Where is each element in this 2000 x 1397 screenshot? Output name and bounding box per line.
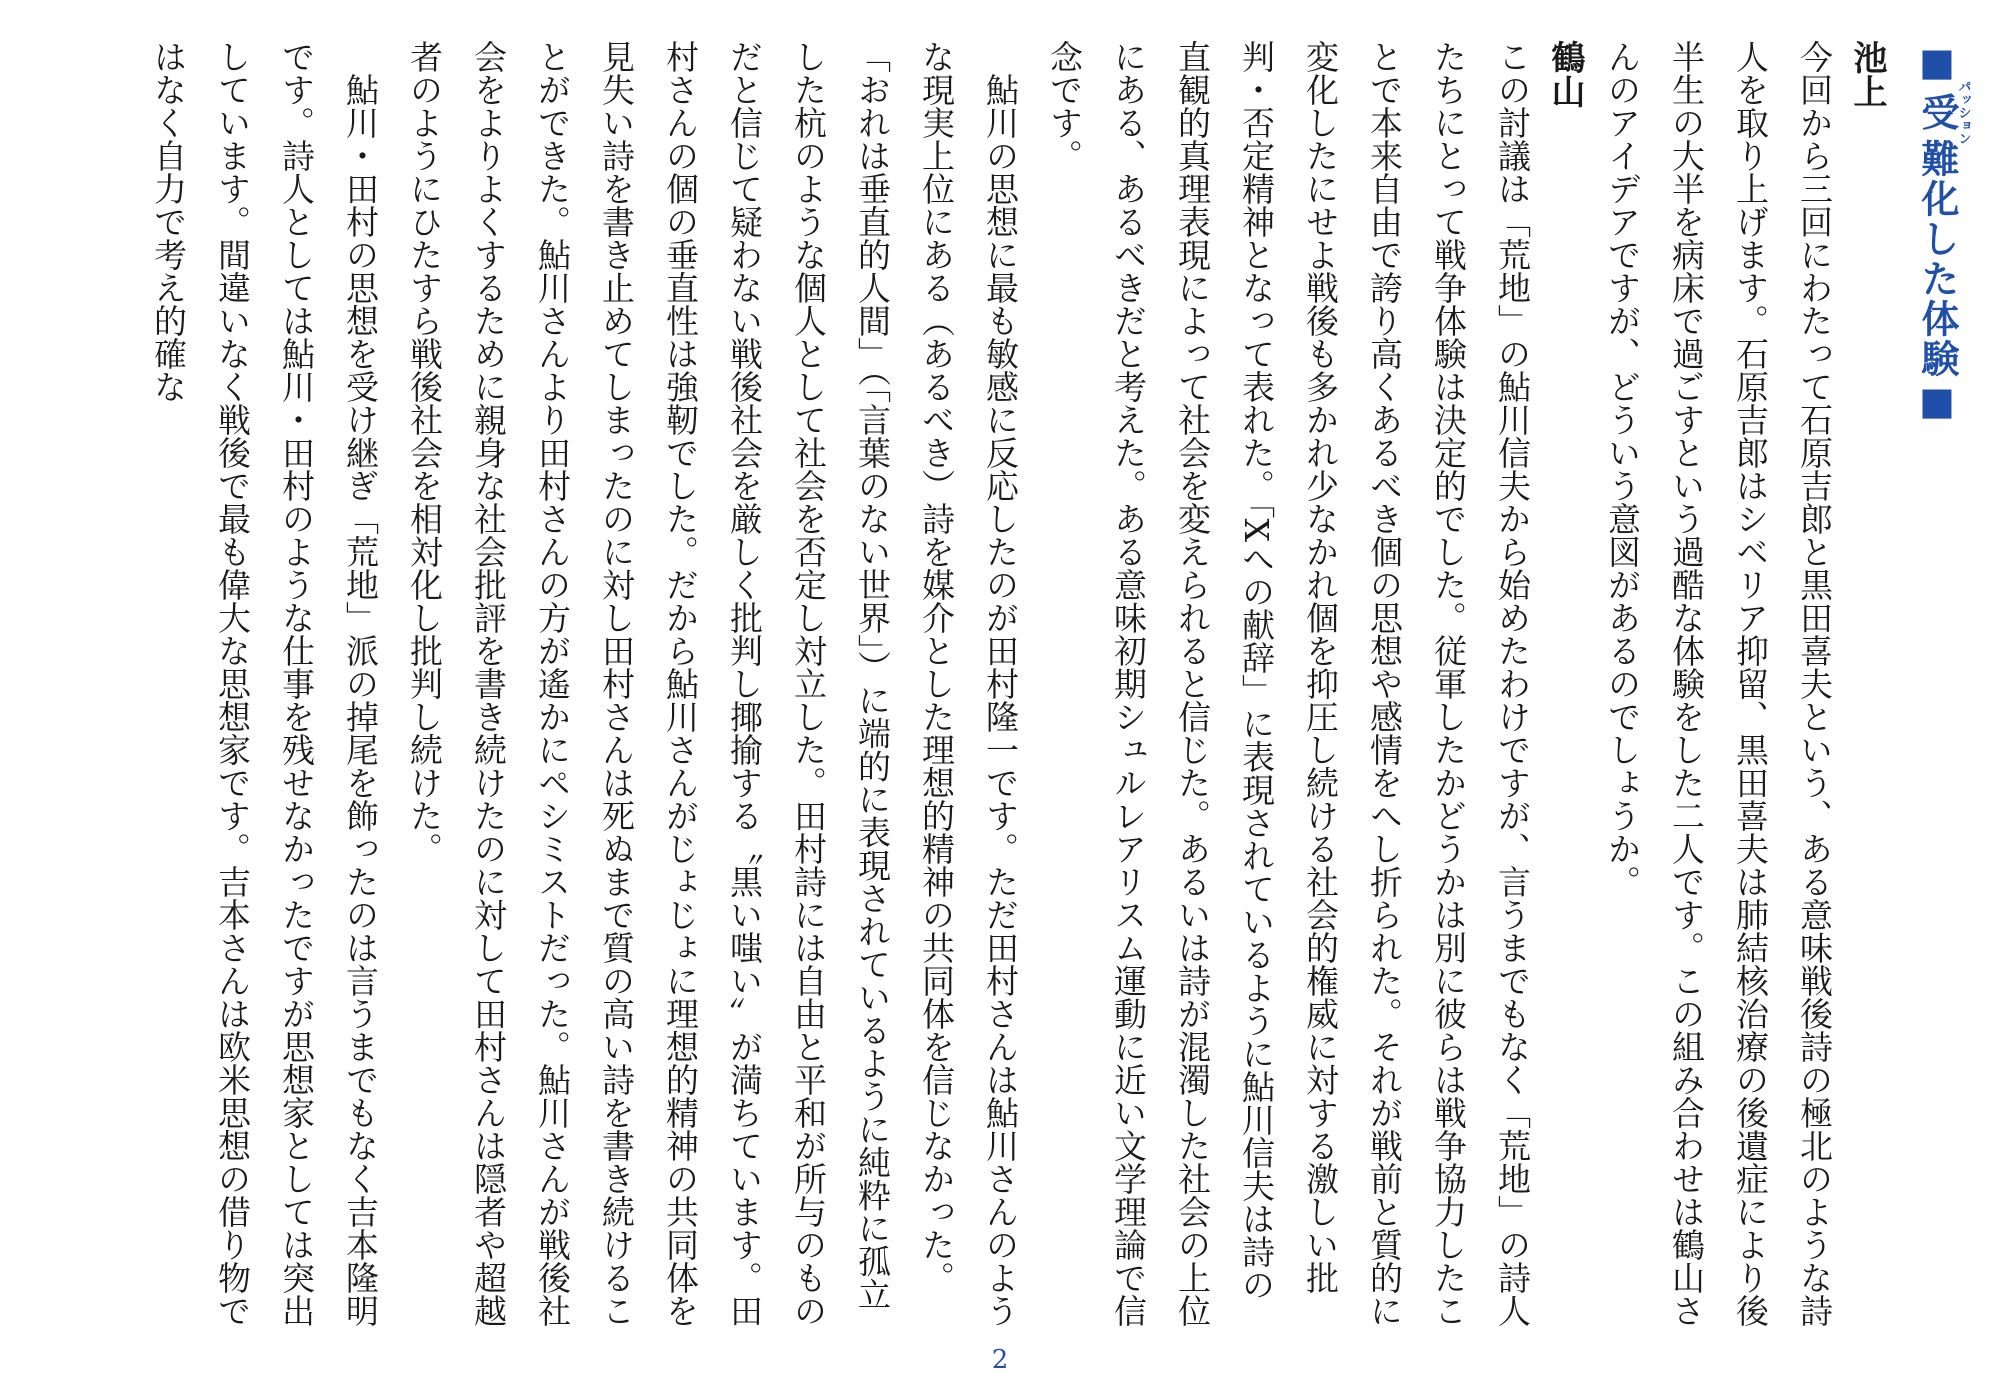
page-body bbox=[30, 40, 1970, 1340]
speaker-paragraphs bbox=[1590, 40, 1846, 1330]
title-ruby-word bbox=[1915, 80, 1971, 145]
title-square-left: ■ bbox=[1915, 40, 1959, 86]
paragraph: 今回から三回にわたって石原吉郎と黒田喜夫という、ある意味戦後詩の極北のような詩人を取り上げます。石原吉郎はシベリア抑留、黒田喜夫は肺結核治療の後遺症により後半生の大半を病床で過ごすという過酷な体験をした二人です。この組み合わせは鶴山さんのアイデアですが、どういう意図があるのでしょうか。 bbox=[1603, 40, 1834, 1327]
title-first-char: 受 bbox=[1915, 80, 1959, 145]
title-rest: 難化した体験 bbox=[1915, 139, 1959, 379]
paragraph: この討議は「荒地」の鮎川信夫から始めたわけですが、言うまでもなく「荒地」の詩人たちにとって戦争体験は決定的でした。従軍したかどうかは別に彼らは戦争協力したことで本来自由で誇り高くあるべき個の思想や感情をへし折られた。それが戦前と質的に変化したにせよ戦後も多かれ少なかれ個を抑圧し続ける社会的権威に対する激しい批判・否定精神となって表れた。「Xへの献辞」に表現されているように鮎川信夫は詩の直観的真理表現によって社会を変えられると信じた。あるいは詩が混濁した社会の上位にある、あるべきだと考えた。ある意味初期シュルレアリスム運動に近い文学理論で信念です。 bbox=[1045, 40, 1532, 1327]
paragraph: 鮎川の思想に最も敏感に反応したのが田村隆一です。ただ田村さんは鮎川さんのような現実上位にある（あるべき）詩を媒介とした理想的精神の共同体を信じなかった。「おれは垂直的人間」（「言葉のない世界」）に端的に表現されているように純粋に孤立した杭のような個人として社会を否定し対立した。田村詩には自由と平和が所与のものだと信じて疑わない戦後社会を厳しく批判し揶揄する〝黒い嗤い〟が満ちています。田村さんの個の垂直性は強靭でした。だから鮎川さんがじょじょに理想的精神の共同体を見失い詩を書き止めてしまったのに対し田村さんは死ぬまで質の高い詩を書き続けることができた。鮎川さんより田村さんの方が遙かにペシミストだった。鮎川さんが戦後社会をよりよくするために親身な社会批評を書き続けたのに対して田村さんは隠者や超越者のようにひたすら戦後社会を相対化し批判し続けた。 bbox=[405, 40, 1020, 1327]
speaker-block-tsuruyama bbox=[136, 40, 1590, 1330]
speaker-block-ikegami bbox=[1590, 40, 1892, 1330]
page-number: 2 bbox=[991, 1345, 1009, 1375]
speaker-name: 鶴山 bbox=[1545, 40, 1585, 108]
title-ruby: パッション bbox=[1955, 80, 1971, 145]
title-square-right: ■ bbox=[1915, 379, 1959, 425]
speaker-paragraphs bbox=[136, 40, 1544, 1330]
section-title bbox=[1910, 40, 1970, 425]
paragraph: 鮎川・田村の思想を受け継ぎ「荒地」派の掉尾を飾ったのは言うまでもなく吉本隆明です。詩人としては鮎川・田村のような仕事を残せなかったですが思想家としては突出しています。間違いなく戦後で最も偉大な思想家です。吉本さんは欧米思想の借り物ではなく自力で考え的確な bbox=[149, 40, 380, 1327]
dialogue bbox=[136, 40, 1892, 1330]
speaker-name: 池上 bbox=[1847, 40, 1887, 108]
